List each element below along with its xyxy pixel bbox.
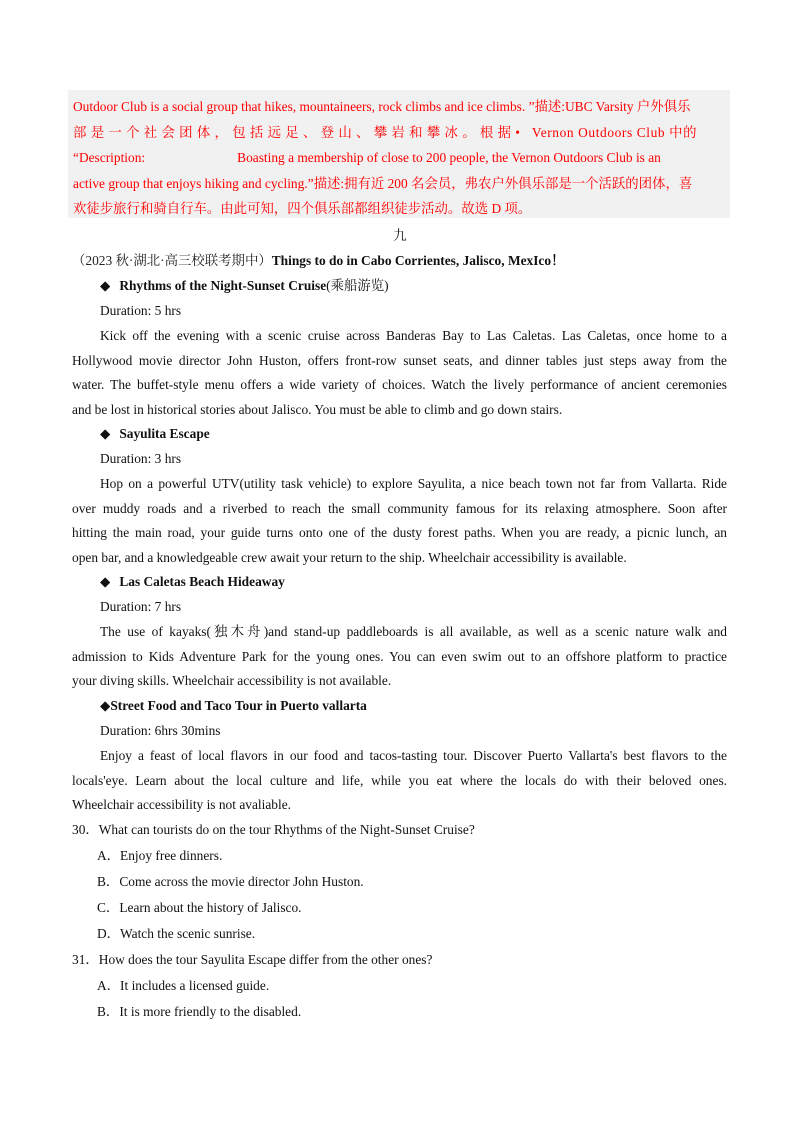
paragraph-line: and be lost in historical stories about Jalisco. You must be able to climb and go down stairs. [72,401,563,417]
answer-option: B．It is more friendly to the disabled. [97,1004,302,1019]
paragraph-line: Hollywood movie director John Huston, offers front-row sunset seats, and dinner tables just steps away from the [72,352,727,368]
source-tag: （2023 秋·湖北·高三校联考期中） [72,253,272,268]
question-stem: 30．What can tourists do on the tour Rhythms of the Night-Sunset Cruise? [72,822,475,837]
answer-line-cn: 部是一个社会团体，包括远足、登山、攀岩和攀冰。根据• [73,124,525,140]
tour-duration: Duration: 3 hrs [100,451,182,466]
answer-line-en: Vernon Outdoors Club 中的 [531,124,698,140]
paragraph-line: Kick off the evening with a scenic cruise across Banderas Bay to Las Caletas. Las Caletas, once home to a [100,328,727,343]
tour-heading [100,572,285,592]
paragraph-line: Enjoy a feast of local flavors in our food and tacos-tasting tour. Discover Puerto Vallarta's best flavors to the [100,748,727,763]
answer-option: D．Watch the scenic sunrise. [97,926,256,941]
diamond-bullet-icon: ◆ [100,698,111,713]
paragraph-line: water. The buffet-style menu offers a wide variety of choices. Watch the lively performance of ancient ceremonies [72,377,727,392]
passage-title: Things to do in Cabo Corrientes, Jalisco, MexIco！ [271,253,565,268]
answer-option: B．Come across the movie director John Huston. [97,874,364,889]
answer-line: 欢徒步旅行和骑自行车。由此可知，四个俱乐部都组织徒步活动。故选 D 项。 [73,201,532,216]
tour-heading [100,696,367,716]
diamond-bullet-icon: ◆ [100,426,111,441]
paragraph-line: admission to Kids Adventure Park for the young ones. You can even swim out to an offshore platform to practice [72,648,727,664]
answer-line [73,120,726,146]
tour-heading [100,424,210,444]
tour-duration: Duration: 7 hrs [100,599,182,614]
tour-duration: Duration: 6hrs 30mins [100,723,221,738]
tour-name: Rhythms of the Night-Sunset Cruise [119,278,327,293]
answer-option: C．Learn about the history of Jalisco. [97,900,302,915]
tour-name-note: (乘船游览) [326,278,389,293]
paragraph-line: Wheelchair accessibility is not avaliable. [72,797,291,812]
paragraph-line: locals'eye. Learn about the local culture and life, while you eat where the locals do with their beloved ones. [72,772,727,788]
answer-line: active group that enjoys hiking and cycling.”描述:拥有近 200 名会员，弗农户外俱乐部是一个活跃的团体，喜 [73,175,693,191]
tour-duration: Duration: 5 hrs [100,303,182,318]
question-stem: 31．How does the tour Sayulita Escape differ from the other ones? [72,952,433,967]
passage-source-line [72,251,564,271]
paragraph-line: Hop on a powerful UTV(utility task vehicle) to explore Sayulita, a nice beach town not far from Vallarta. Ride [100,476,727,491]
diamond-bullet-icon: ◆ [100,278,111,293]
tour-name: Street Food and Taco Tour in Puerto vallarta [110,698,367,713]
answer-explanation-block [68,90,730,218]
tour-name: Sayulita Escape [119,426,210,441]
paragraph-line: over muddy roads and a riverbed to reach the small community famous for its relaxing atmosphere. Soon after [72,500,727,516]
tour-name: Las Caletas Beach Hideaway [119,574,285,589]
diamond-bullet-icon: ◆ [100,574,111,589]
answer-option: A．It includes a licensed guide. [97,978,270,993]
answer-option: A．Enjoy free dinners. [97,848,223,863]
paragraph-line: hitting the main road, your guide turns onto one of the dusty forest paths. When you are ready, a picnic lunch, an [72,525,727,540]
answer-line: Outdoor Club is a social group that hikes, mountaineers, rock climbs and ice climbs. ”描述:UBC Varsity 户外俱乐 [73,99,691,114]
paragraph-line: The use of kayaks(独木舟)and stand-up paddleboards is all available, as well as a scenic nature walk and [100,624,727,639]
section-number: 九 [393,228,407,243]
answer-line-part: Boasting a membership of close to 200 people, the Vernon Outdoors Club is an [237,150,661,165]
paragraph-line: your diving skills. Wheelchair accessibility is not available. [72,673,392,688]
answer-line-part: “Description: [73,150,146,165]
tour-heading [100,276,389,296]
answer-line [73,145,726,171]
paragraph-line: open bar, and a knowledgeable crew await your return to the ship. Wheelchair accessibility is available. [72,549,627,565]
